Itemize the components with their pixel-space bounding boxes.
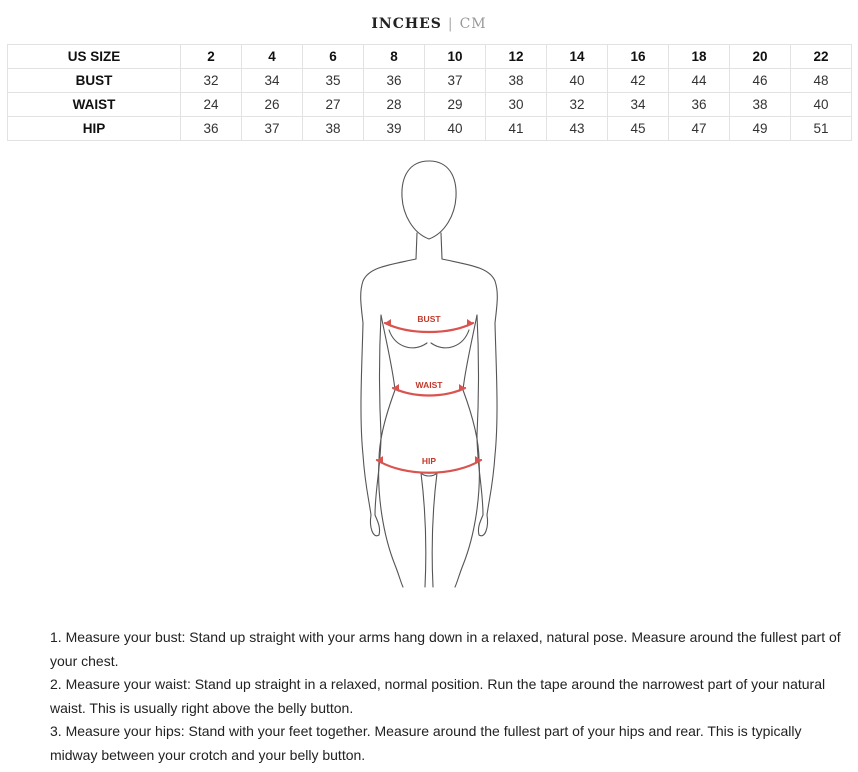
measurement-instructions: [50, 626, 850, 767]
measure-cell: 43: [547, 117, 608, 141]
size-header-cell: 20: [730, 45, 791, 69]
size-chart-table: [7, 44, 852, 141]
measure-cell: 38: [303, 117, 364, 141]
measure-cell: 40: [425, 117, 486, 141]
measure-cell: 47: [669, 117, 730, 141]
bust-row: [8, 69, 852, 93]
measure-cell: 44: [669, 69, 730, 93]
bust-measure-line: [385, 323, 473, 332]
size-header-cell: 14: [547, 45, 608, 69]
measure-cell: 34: [242, 69, 303, 93]
size-header-row: [8, 45, 852, 69]
measure-cell: 37: [425, 69, 486, 93]
measure-cell: 39: [364, 117, 425, 141]
size-header-cell: 6: [303, 45, 364, 69]
measure-cell: 46: [730, 69, 791, 93]
waist-instruction: 2. Measure your waist: Stand up straight in a relaxed, normal position. Run the tape around the narrowest part of your natural waist. This is usually right above the belly button.: [50, 676, 826, 716]
bust-instruction: 1. Measure your bust: Stand up straight with your arms hang down in a relaxed, natural pose. Measure around the fullest part of your chest.: [50, 629, 841, 669]
measure-cell: 42: [608, 69, 669, 93]
hip-instruction: 3. Measure your hips: Stand with your feet together. Measure around the fullest part of your hips and rear. This is typically midway between your crotch and your belly button.: [50, 723, 802, 763]
measure-cell: 45: [608, 117, 669, 141]
size-header-cell: 22: [791, 45, 852, 69]
measure-cell: 36: [364, 69, 425, 93]
measure-cell: 29: [425, 93, 486, 117]
unit-cm-option[interactable]: CM: [459, 16, 487, 32]
body-outline-illustration: [329, 155, 529, 590]
measure-cell: 27: [303, 93, 364, 117]
unit-separator: |: [447, 16, 454, 32]
size-header-cell: 2: [181, 45, 242, 69]
measure-cell: 28: [364, 93, 425, 117]
measure-cell: 30: [486, 93, 547, 117]
measure-cell: 36: [181, 117, 242, 141]
us-size-header: US SIZE: [8, 45, 181, 69]
measure-cell: 40: [791, 93, 852, 117]
measure-cell: 35: [303, 69, 364, 93]
size-header-cell: 4: [242, 45, 303, 69]
measure-cell: 38: [486, 69, 547, 93]
measure-cell: 41: [486, 117, 547, 141]
unit-toggle: [0, 16, 858, 32]
measure-cell: 48: [791, 69, 852, 93]
size-header-cell: 8: [364, 45, 425, 69]
size-header-cell: 16: [608, 45, 669, 69]
body-measurement-figure: [329, 155, 529, 590]
bust-label: BUST: [417, 314, 441, 324]
measure-cell: 34: [608, 93, 669, 117]
hip-row: [8, 117, 852, 141]
row-label: HIP: [8, 117, 181, 141]
measure-cell: 36: [669, 93, 730, 117]
measure-cell: 24: [181, 93, 242, 117]
size-header-cell: 18: [669, 45, 730, 69]
measure-cell: 32: [181, 69, 242, 93]
hip-label: HIP: [421, 456, 437, 466]
size-header-cell: 12: [486, 45, 547, 69]
unit-inches-option[interactable]: INCHES: [371, 16, 442, 32]
measure-cell: 38: [730, 93, 791, 117]
waist-label: WAIST: [415, 380, 443, 390]
measure-cell: 37: [242, 117, 303, 141]
measure-cell: 51: [791, 117, 852, 141]
row-label: WAIST: [8, 93, 181, 117]
row-label: BUST: [8, 69, 181, 93]
waist-row: [8, 93, 852, 117]
measure-cell: 49: [730, 117, 791, 141]
measure-cell: 40: [547, 69, 608, 93]
measure-cell: 32: [547, 93, 608, 117]
measure-cell: 26: [242, 93, 303, 117]
size-header-cell: 10: [425, 45, 486, 69]
